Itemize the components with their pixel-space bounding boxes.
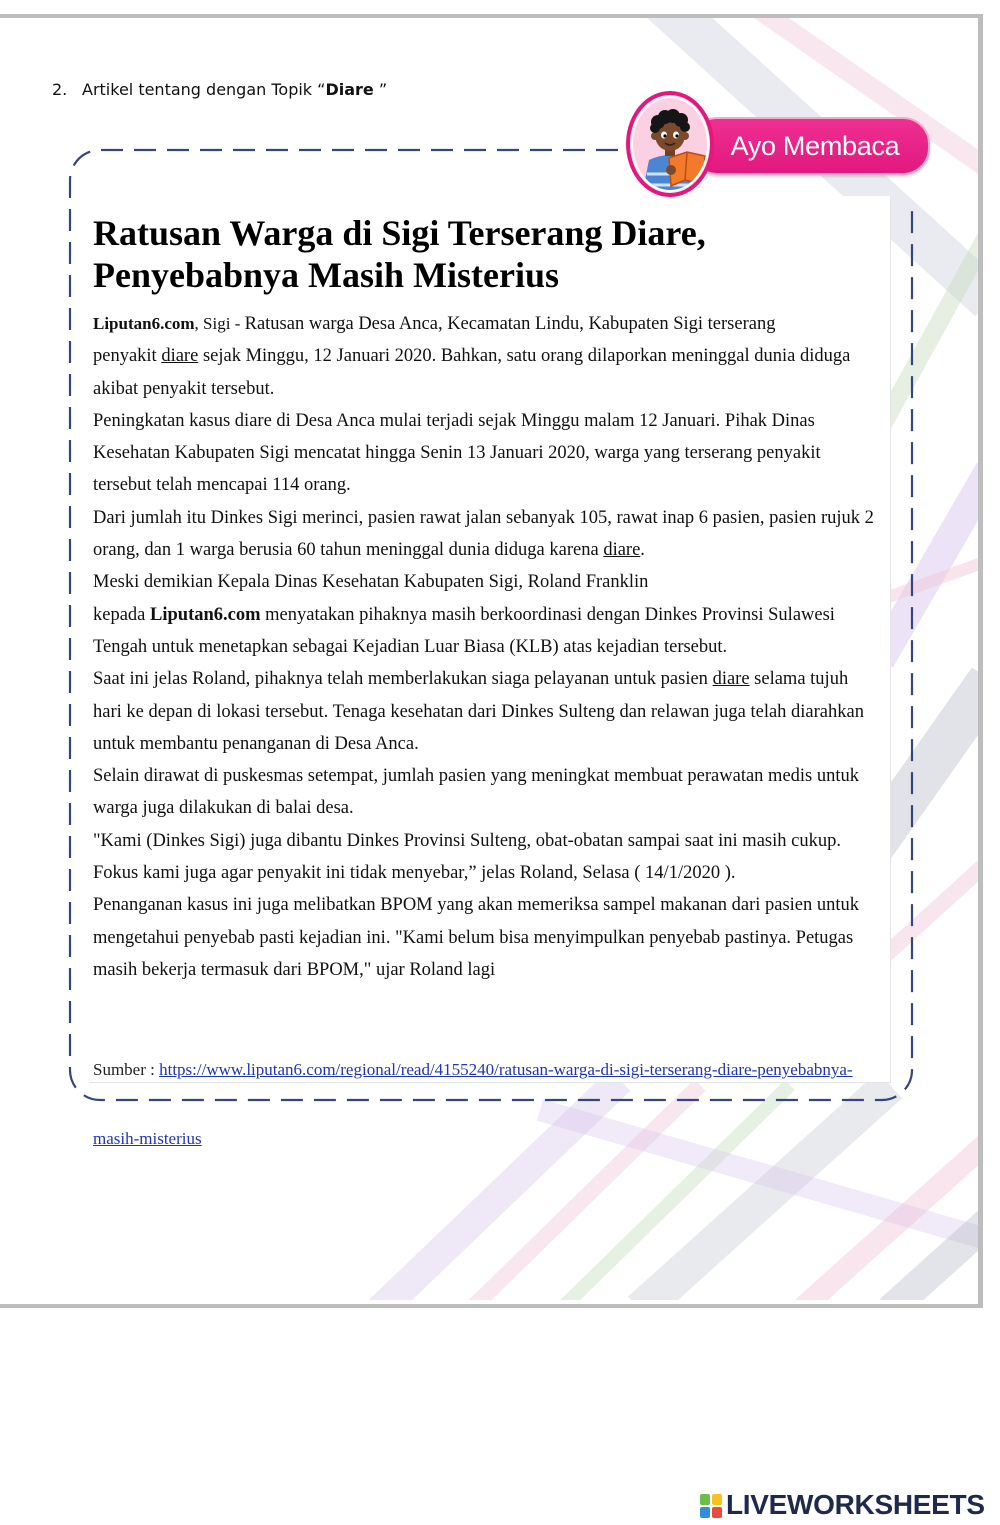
article-title-line: Penyebabnya Masih Misterius [93, 255, 560, 295]
article-text: . [640, 540, 645, 561]
article-text: Selain dirawat di puskesmas setempat, jumlah pasien yang meningkat membuat perawatan medis untuk [93, 766, 860, 787]
article-line [93, 373, 874, 405]
article-line [93, 663, 874, 695]
article-text: Kesehatan Kabupaten Sigi mencatat hingga Senin 13 Januari 2020, warga yang terserang penyakit [93, 443, 821, 464]
article-text: tersebut telah mencapai 114 orang. [93, 475, 351, 496]
article-text: Ratusan warga Desa Anca, Kecamatan Lindu, Kabupaten Sigi terserang [244, 314, 776, 334]
article-line [93, 469, 874, 501]
article-text: , Sigi - [194, 314, 245, 333]
source-link-continuation[interactable]: masih-misterius [93, 1129, 202, 1148]
article-text: Tengah untuk menetapkan sebagai Kejadian Luar Biasa (KLB) atas kejadian tersebut. [93, 636, 728, 657]
article-text: warga juga dilakukan di balai desa. [93, 798, 354, 819]
source-line [93, 1058, 853, 1081]
article-text: selama tujuh [749, 669, 849, 690]
underlined-keyword: diare [161, 346, 199, 367]
article-text: Penanganan kasus ini juga melibatkan BPOM yang akan memeriksa sampel makanan dari pasien untuk [93, 895, 860, 916]
article-text: sejak Minggu, 12 Januari 2020. Bahkan, satu orang dilaporkan meninggal dunia diduga [198, 346, 851, 367]
reading-boy-icon [625, 90, 715, 198]
reading-badge-label: Ayo Membaca [730, 131, 900, 161]
article-text: akibat penyakit tersebut. [93, 378, 275, 399]
article-line [93, 889, 874, 921]
article-line [93, 340, 874, 372]
news-source-name: Liputan6.com [93, 314, 195, 333]
question-topic: Diare [325, 80, 374, 99]
article-text: mengetahui penyebab pasti kejadian ini. "Kami belum bisa menyimpulkan penyebab pastinya. Petugas [93, 927, 854, 948]
article-text: penyakit [93, 346, 162, 367]
article-line [93, 954, 874, 986]
underlined-keyword: diare [603, 540, 641, 561]
source-label: Sumber : [93, 1060, 160, 1079]
article-text: masih bekerja termasuk dari BPOM," ujar Roland lagi [93, 959, 496, 980]
question-suffix: ” [373, 80, 388, 99]
article-text: Meski demikian Kepala Dinas Kesehatan Kabupaten Sigi, Roland Franklin [93, 572, 649, 593]
article-text: untuk membantu penanganan di Desa Anca. [93, 733, 419, 754]
article-text: menyatakan pihaknya masih berkoordinasi dengan Dinkes Provinsi Sulawesi [260, 604, 835, 625]
article-line [93, 599, 874, 631]
article-text: kepada [93, 604, 151, 625]
liveworksheets-logo[interactable]: LIVEWORKSHEETS [726, 1489, 985, 1520]
article-line [93, 825, 874, 857]
underlined-keyword: diare [712, 669, 750, 690]
article-line [93, 534, 874, 566]
source-link[interactable]: https://www.liputan6.com/regional/read/4155240/ratusan-warga-di-sigi-terserang-diare-penyebabnya- [159, 1060, 853, 1079]
article-text: Fokus kami juga agar penyakit ini tidak menyebar,” jelas Roland, Selasa ( 14/1/2020 ). [93, 863, 736, 884]
article-title-line: Ratusan Warga di Sigi Terserang Diare, [93, 213, 706, 253]
source-line [93, 1127, 853, 1150]
article-line [93, 631, 874, 663]
article-line [93, 308, 874, 340]
news-source-name: Liputan6.com [150, 604, 261, 625]
article-line [93, 760, 874, 792]
article-body [93, 308, 874, 986]
article-title [93, 212, 706, 296]
article-text: orang, dan 1 warga berusia 60 tahun meninggal dunia diduga karena [93, 540, 604, 561]
article-line [93, 922, 874, 954]
article-text: Dari jumlah itu Dinkes Sigi merinci, pasien rawat jalan sebanyak 105, rawat inap 6 pasien, pasien rujuk 2 [93, 507, 874, 528]
question-number: 2. [52, 80, 68, 99]
article-text: hari ke depan di lokasi tersebut. Tenaga kesehatan dari Dinkes Sulteng dan relawan juga telah diarahkan [93, 701, 864, 722]
article-line [93, 566, 874, 598]
article-line [93, 405, 874, 437]
liveworksheets-logo-icon [700, 1494, 722, 1518]
article-source [93, 1012, 853, 1196]
article-line [93, 857, 874, 889]
article-line [93, 437, 874, 469]
article-line [93, 502, 874, 534]
article-text: Peningkatan kasus diare di Desa Anca mulai terjadi sejak Minggu malam 12 Januari. Pihak Dinas [93, 410, 815, 431]
article-line [93, 696, 874, 728]
article-line [93, 792, 874, 824]
question-prefix: Artikel tentang dengan Topik “ [82, 80, 326, 99]
article-line [93, 728, 874, 760]
article-text: Saat ini jelas Roland, pihaknya telah memberlakukan siaga pelayanan untuk pasien [93, 669, 713, 690]
article-text: "Kami (Dinkes Sigi) juga dibantu Dinkes Provinsi Sulteng, obat-obatan sampai saat ini masih cukup. [93, 830, 841, 851]
